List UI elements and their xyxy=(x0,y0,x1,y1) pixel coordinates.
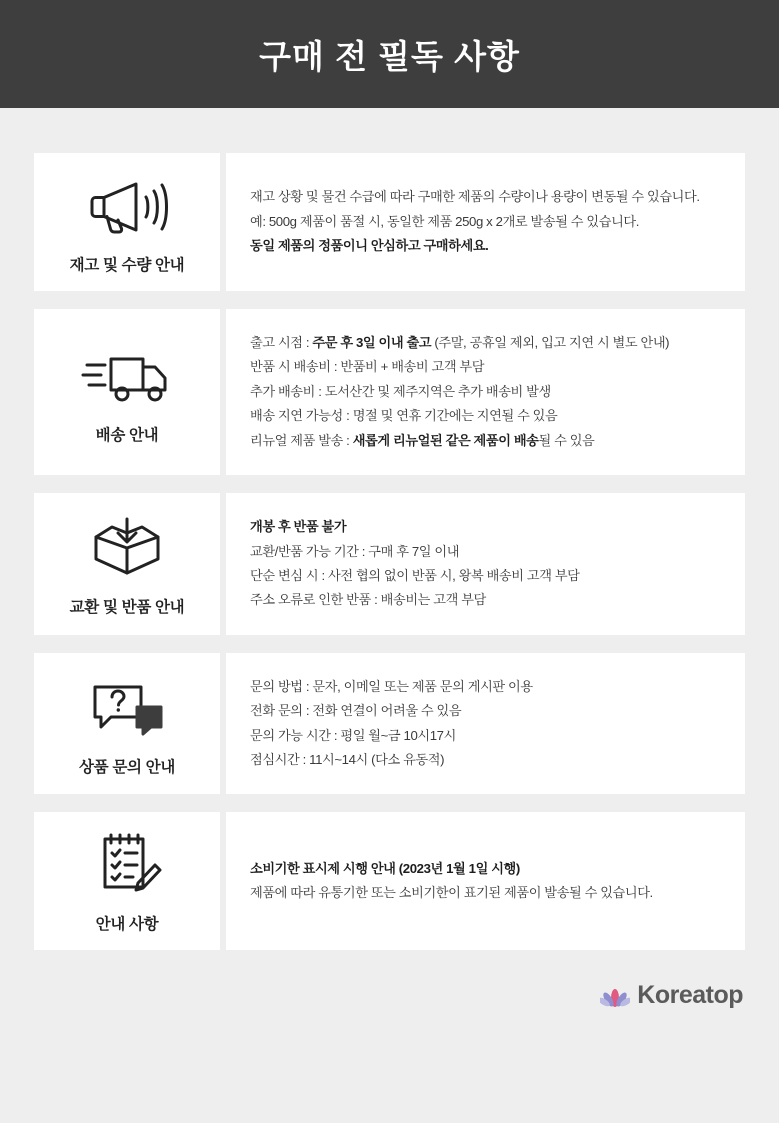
open-box-icon xyxy=(84,513,170,583)
line-strong: 주문 후 3일 이내 출고 xyxy=(312,335,432,350)
section-line: 점심시간 : 11시~14시 (다소 유동적) xyxy=(250,752,445,768)
delivery-truck-icon xyxy=(81,341,173,411)
section-shipping xyxy=(34,309,745,475)
section-label: 안내 사항 xyxy=(95,916,159,934)
section-label: 교환 및 반품 안내 xyxy=(69,598,185,616)
section-exchange-return xyxy=(34,493,745,635)
section-line: 추가 배송비 : 도서산간 및 제주지역은 추가 배송비 발생 xyxy=(250,383,551,399)
section-label: 상품 문의 안내 xyxy=(78,758,176,776)
section-icon-box xyxy=(34,309,220,475)
megaphone-icon xyxy=(84,171,170,241)
line-tail: 될 수 있음 xyxy=(538,432,595,448)
section-icon-box xyxy=(34,653,220,795)
section-line: 배송 지연 가능성 : 명절 및 연휴 기간에는 지연될 수 있음 xyxy=(250,408,558,424)
brand-name: Koreatop xyxy=(637,980,743,1009)
section-line: 동일 제품의 정품이니 안심하고 구매하세요. xyxy=(250,238,489,254)
section-line: 개봉 후 반품 불가 xyxy=(250,519,347,535)
section-line: 문의 가능 시간 : 평일 월~금 10시17시 xyxy=(250,727,456,743)
section-line xyxy=(250,429,719,453)
line-prefix: 출고 시점 : xyxy=(250,335,313,350)
section-line: 예: 500g 제품이 품절 시, 동일한 제품 250g x 2개로 발송될 수 있습니다. xyxy=(250,213,640,229)
section-icon-box xyxy=(34,493,220,635)
section-text-box xyxy=(226,153,745,291)
question-chat-icon xyxy=(85,673,169,743)
section-line: 재고 상황 및 물건 수급에 따라 구매한 제품의 수량이나 용량이 변동될 수 있습니다. xyxy=(250,189,700,205)
section-icon-box xyxy=(34,153,220,291)
section-icon-box xyxy=(34,812,220,950)
sections-container xyxy=(0,108,779,950)
line-strong: 새롭게 리뉴얼된 같은 제품이 배송 xyxy=(352,432,539,448)
page-header xyxy=(0,0,779,108)
brand-footer xyxy=(0,968,779,1032)
page-title: 구매 전 필독 사항 xyxy=(259,37,520,75)
section-line: 주소 오류로 인한 반품 : 배송비는 고객 부담 xyxy=(250,592,486,608)
lotus-flower-icon xyxy=(600,980,630,1010)
section-text-box xyxy=(226,812,745,950)
section-notice xyxy=(34,812,745,950)
line-prefix: 리뉴얼 제품 발송 : xyxy=(250,432,353,448)
section-text-box xyxy=(226,309,745,475)
section-line: 전화 문의 : 전화 연결이 어려울 수 있음 xyxy=(250,703,462,719)
section-inventory xyxy=(34,153,745,291)
section-inquiry xyxy=(34,653,745,795)
section-line: 단순 변심 시 : 사전 협의 없이 반품 시, 왕복 배송비 고객 부담 xyxy=(250,567,580,583)
line-tail: (주말, 공휴일 제외, 입고 지연 시 별도 안내) xyxy=(431,335,670,350)
section-line xyxy=(250,331,719,355)
section-label: 재고 및 수량 안내 xyxy=(69,257,185,274)
section-line: 문의 방법 : 문자, 이메일 또는 제품 문의 게시판 이용 xyxy=(250,678,533,694)
section-line: 소비기한 표시제 시행 안내 (2023년 1월 1일 시행) xyxy=(250,861,520,877)
section-label: 배송 안내 xyxy=(95,427,159,445)
section-line: 반품 시 배송비 : 반품비 + 배송비 고객 부담 xyxy=(250,359,485,375)
checklist-pencil-icon xyxy=(89,830,165,900)
section-line: 교환/반품 가능 기간 : 구매 후 7일 이내 xyxy=(250,543,460,559)
section-text-box xyxy=(226,653,745,795)
section-line: 제품에 따라 유통기한 또는 소비기한이 표기된 제품이 발송될 수 있습니다. xyxy=(250,885,653,901)
section-text-box xyxy=(226,493,745,635)
